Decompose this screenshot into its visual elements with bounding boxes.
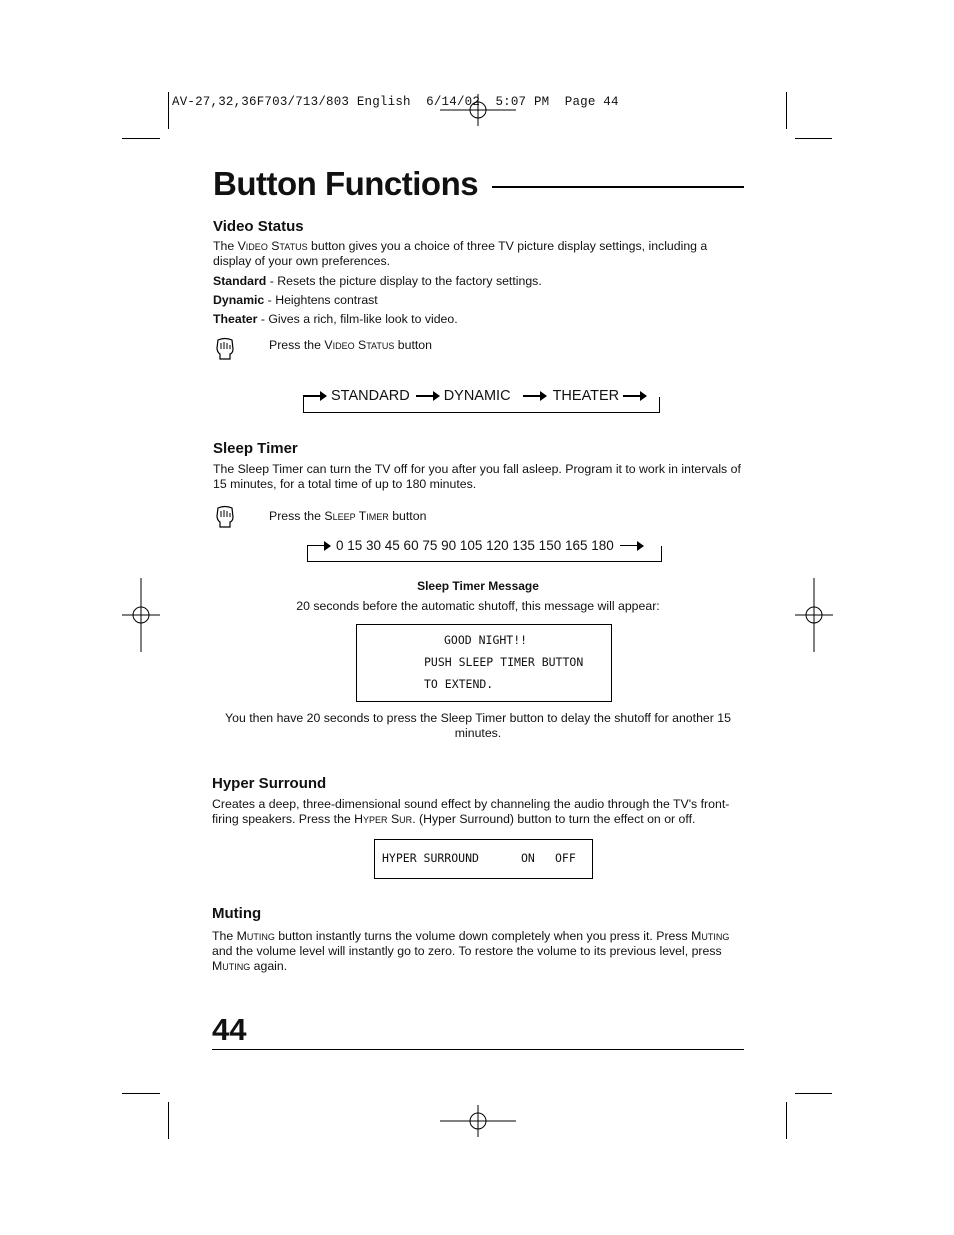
arrow-icon xyxy=(303,391,327,401)
sleep-timer-intro: The Sleep Timer can turn the TV off for you after you fall asleep. Program it to work in intervals of 15 minutes, for a total time of up to 180 minutes. xyxy=(213,462,741,491)
cycle-standard: STANDARD xyxy=(331,388,410,404)
hand-press-icon xyxy=(214,505,236,529)
video-status-heading: Video Status xyxy=(213,218,304,235)
title-rule xyxy=(492,186,744,188)
video-status-item-standard: Standard - Resets the picture display to the factory settings. xyxy=(213,274,542,288)
page-number: 44 xyxy=(212,1012,247,1047)
registration-top-icon xyxy=(440,94,516,126)
cycle-dynamic: DYNAMIC xyxy=(443,388,511,404)
cycle-theater: THEATER xyxy=(552,388,620,404)
arrow-icon xyxy=(307,541,331,551)
registration-bottom-icon xyxy=(440,1105,516,1137)
osd-line-1: GOOD NIGHT!! xyxy=(444,633,528,647)
sleep-timer-press-text: Press the Sleep Timer button xyxy=(269,509,427,523)
printer-slug: AV-27,32,36F703/713/803 English 6/14/02 5:07 PM Page 44 xyxy=(172,95,619,109)
osd-hyper-label: HYPER SURROUND xyxy=(382,851,479,865)
hand-press-icon xyxy=(214,337,236,361)
sleep-message-intro: 20 seconds before the automatic shutoff, this message will appear: xyxy=(296,599,660,613)
video-status-item-dynamic: Dynamic - Heightens contrast xyxy=(213,293,378,307)
cycle-minutes: 0 15 30 45 60 75 90 105 120 135 150 165 180 xyxy=(336,538,614,553)
hyper-surround-text: Creates a deep, three-dimensional sound effect by channeling the audio through the TV's front-firing speakers. Press the Hyper Sur. (Hyper Surround) button to turn the effect on or off. xyxy=(212,797,730,826)
sleep-timer-cycle xyxy=(307,538,644,553)
sleep-message-osd xyxy=(356,624,612,702)
hyper-surround-osd xyxy=(374,839,593,879)
sleep-timer-heading: Sleep Timer xyxy=(213,440,298,457)
arrow-icon xyxy=(620,541,644,551)
muting-heading: Muting xyxy=(212,905,262,922)
video-status-press-text: Press the Video Status button xyxy=(269,338,432,352)
sleep-message-heading: Sleep Timer Message xyxy=(417,579,539,593)
osd-hyper-on: ON xyxy=(521,851,535,865)
osd-hyper-off: OFF xyxy=(555,851,576,865)
osd-line-2: PUSH SLEEP TIMER BUTTON xyxy=(424,655,584,669)
sleep-timer-after-text: You then have 20 seconds to press the Sleep Timer button to delay the shutoff for another 15 minutes. xyxy=(225,711,731,740)
arrow-icon xyxy=(623,391,647,401)
arrow-icon xyxy=(416,391,440,401)
hyper-surround-heading: Hyper Surround xyxy=(212,775,327,792)
video-status-cycle xyxy=(303,388,647,404)
video-status-intro: The Video Status button gives you a choice of three TV picture display settings, including a display of your own preferences. xyxy=(213,239,708,268)
registration-right-icon xyxy=(795,578,833,652)
registration-left-icon xyxy=(122,578,160,652)
arrow-icon xyxy=(523,391,547,401)
muting-text: The Muting button instantly turns the volume down completely when you press it. Press Muting and the volume level will instantly go to zero. To restore the volume to its previous level, press Muting again. xyxy=(212,929,730,973)
video-status-item-theater: Theater - Gives a rich, film-like look to video. xyxy=(213,312,458,326)
bottom-rule xyxy=(212,1049,744,1050)
page-title: Button Functions xyxy=(213,165,479,202)
osd-line-3: TO EXTEND. xyxy=(424,677,494,691)
